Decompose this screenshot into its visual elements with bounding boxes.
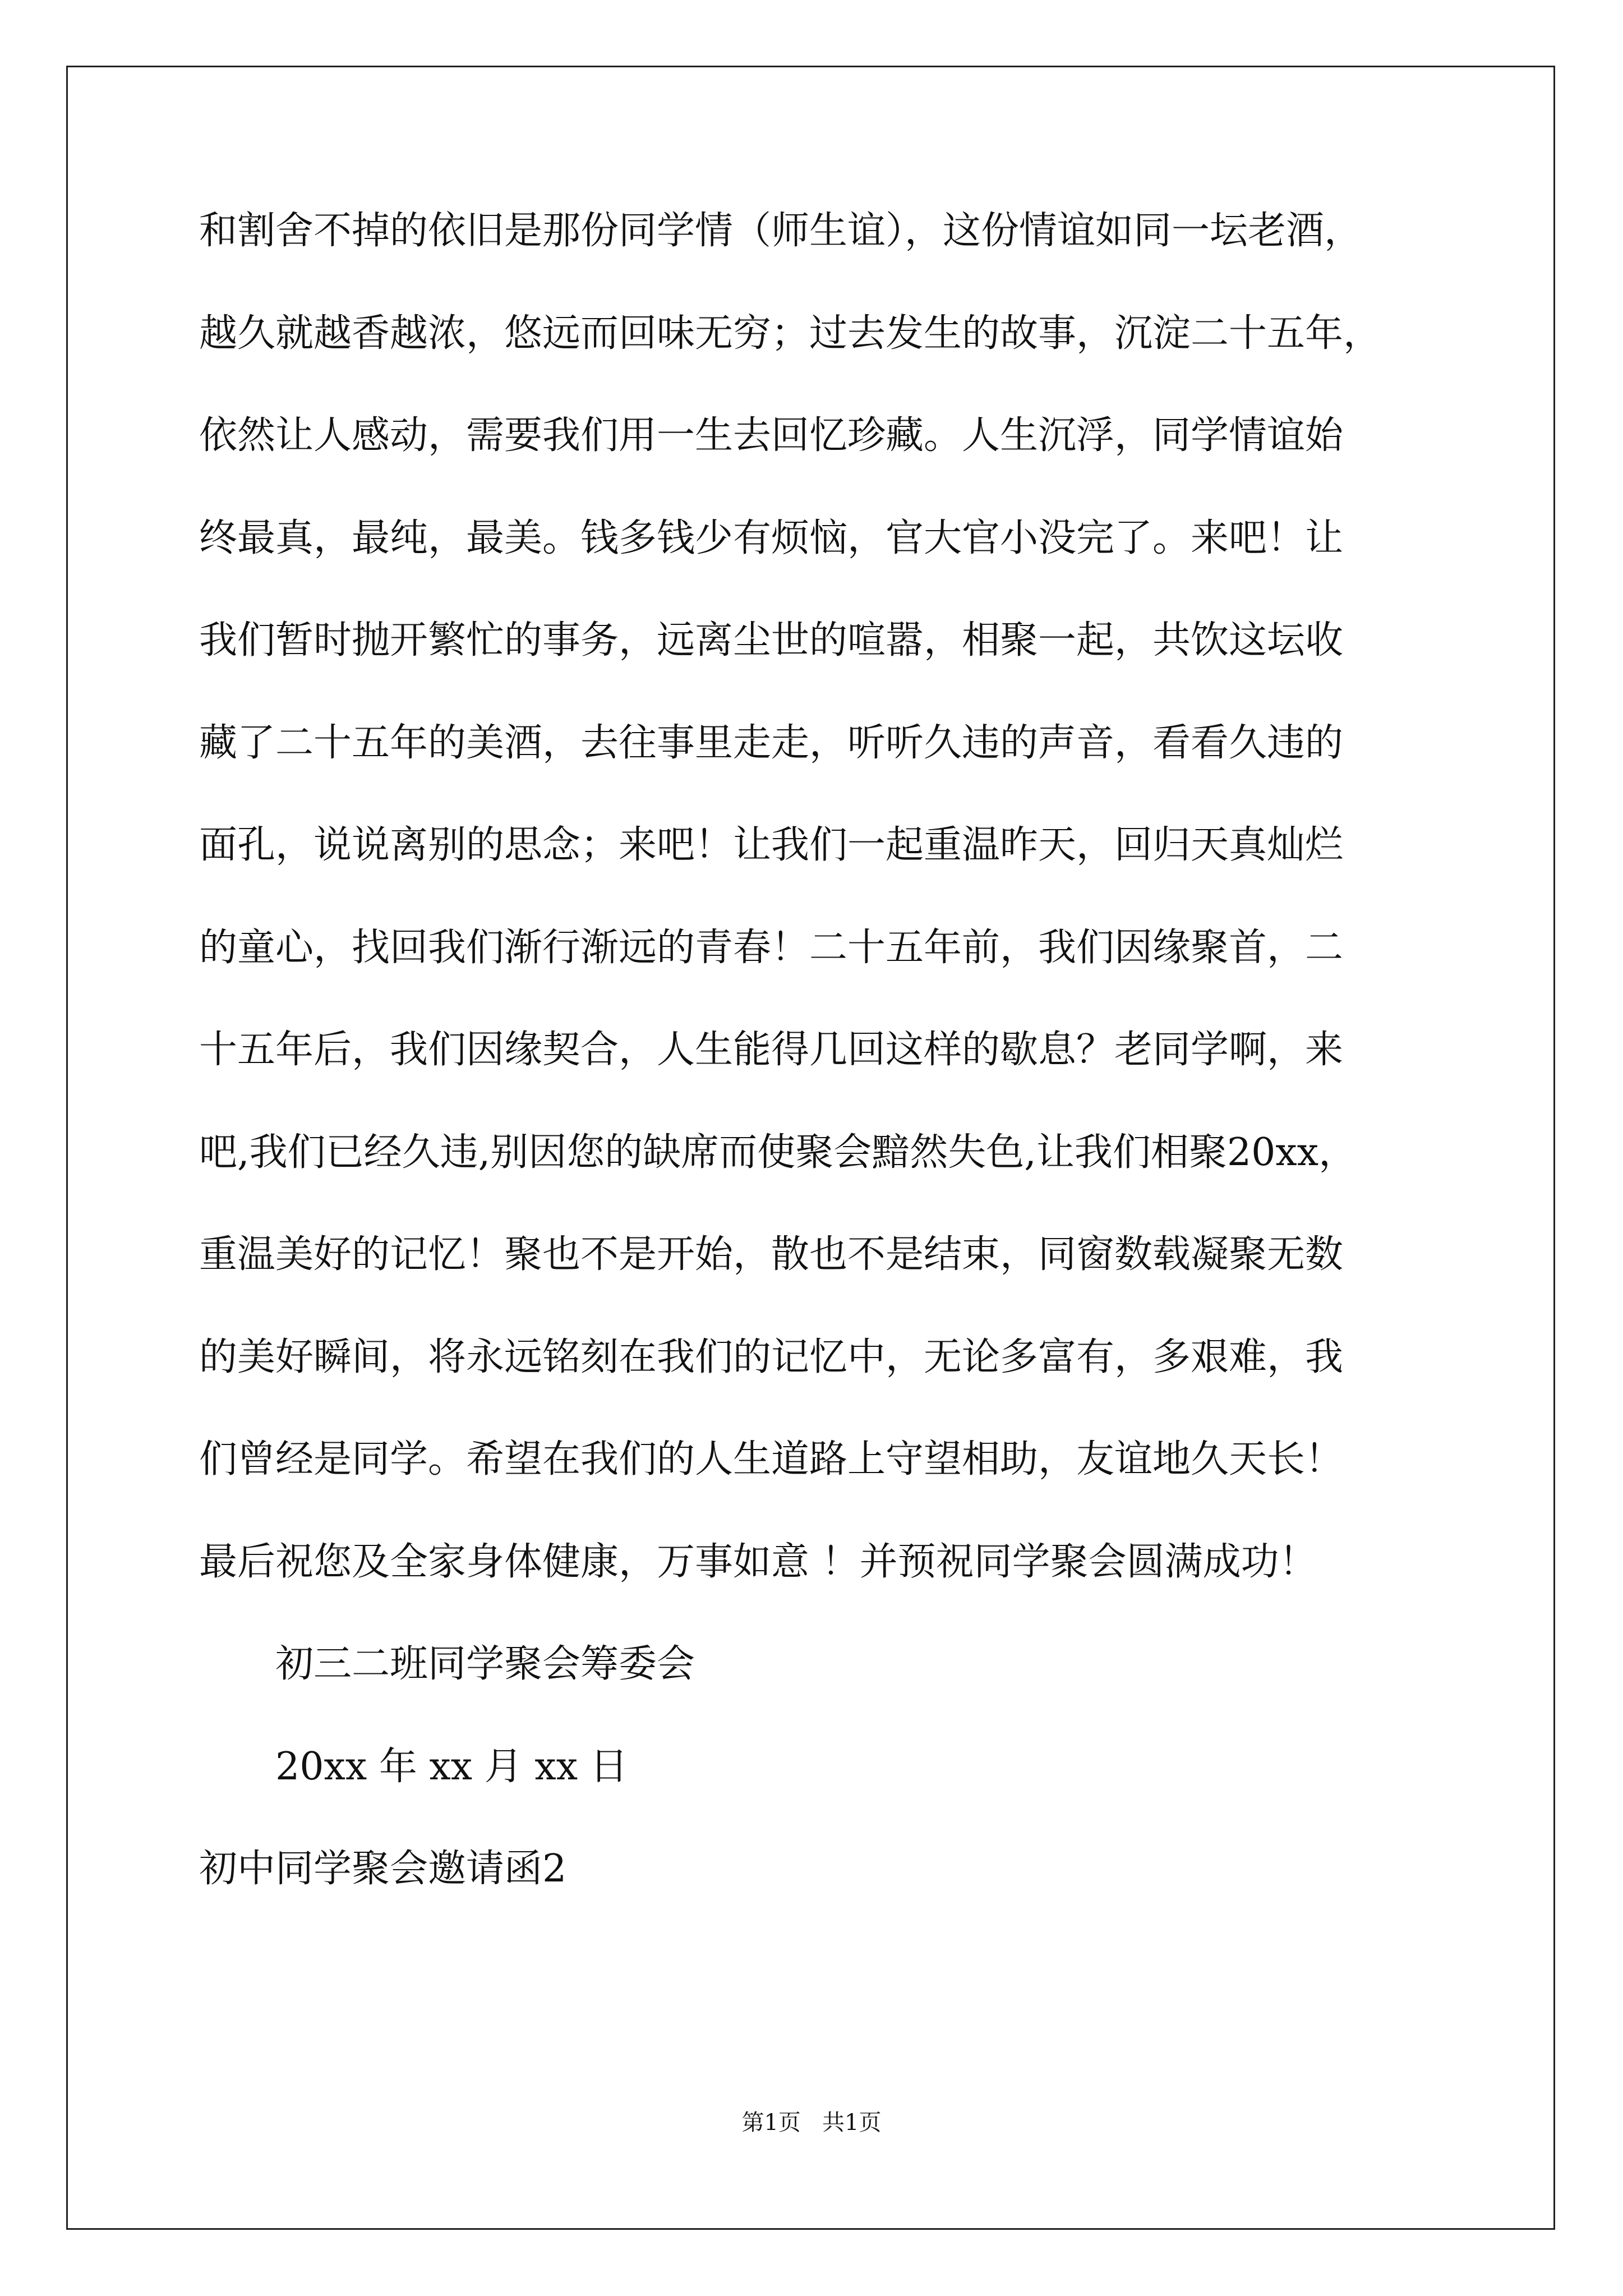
body-line: 藏了二十五年的美酒，去往事里走走，听听久违的声音，看看久违的 xyxy=(199,720,1344,765)
body-line: 的童心，找回我们渐行渐远的青春！二十五年前，我们因缘聚首，二 xyxy=(199,925,1344,970)
signature: 初三二班同学聚会筹委会 xyxy=(275,1642,695,1686)
body-line: 十五年后，我们因缘契合，人生能得几回这样的歇息？老同学啊，来 xyxy=(199,1028,1344,1072)
body-line: 终最真，最纯，最美。钱多钱少有烦恼，官大官小没完了。来吧！让 xyxy=(199,516,1344,560)
body-line: 面孔，说说离别的思念；来吧！让我们一起重温昨天，回归天真灿烂 xyxy=(199,823,1344,867)
signature-date: 20xx 年 xx 月 xx 日 xyxy=(275,1744,628,1789)
body-line: 吧,我们已经久违,别因您的缺席而使聚会黯然失色,让我们相聚20xx， xyxy=(199,1130,1357,1175)
body-line: 的美好瞬间，将永远铭刻在我们的记忆中，无论多富有，多艰难，我 xyxy=(199,1335,1344,1379)
body-line: 和割舍不掉的依旧是那份同学情（师生谊），这份情谊如同一坛老酒， xyxy=(199,209,1363,253)
body-line: 依然让人感动，需要我们用一生去回忆珍藏。人生沉浮，同学情谊始 xyxy=(199,413,1344,458)
body-line: 我们暂时抛开繁忙的事务，远离尘世的喧嚣，相聚一起，共饮这坛收 xyxy=(199,618,1344,662)
body-line: 们曾经是同学。希望在我们的人生道路上守望相助，友谊地久天长！ xyxy=(199,1437,1344,1481)
letter-body xyxy=(199,209,1455,1953)
next-section-heading: 初中同学聚会邀请函2 xyxy=(199,1847,567,1891)
page-footer: 第1页 共1页 xyxy=(741,2110,882,2136)
body-line: 重温美好的记忆！聚也不是开始，散也不是结束，同窗数载凝聚无数 xyxy=(199,1232,1344,1277)
body-line: 最后祝您及全家身体健康，万事如意 ！并预祝同学聚会圆满成功！ xyxy=(199,1539,1317,1584)
body-line: 越久就越香越浓，悠远而回味无穷；过去发生的故事，沉淀二十五年， xyxy=(199,311,1382,356)
